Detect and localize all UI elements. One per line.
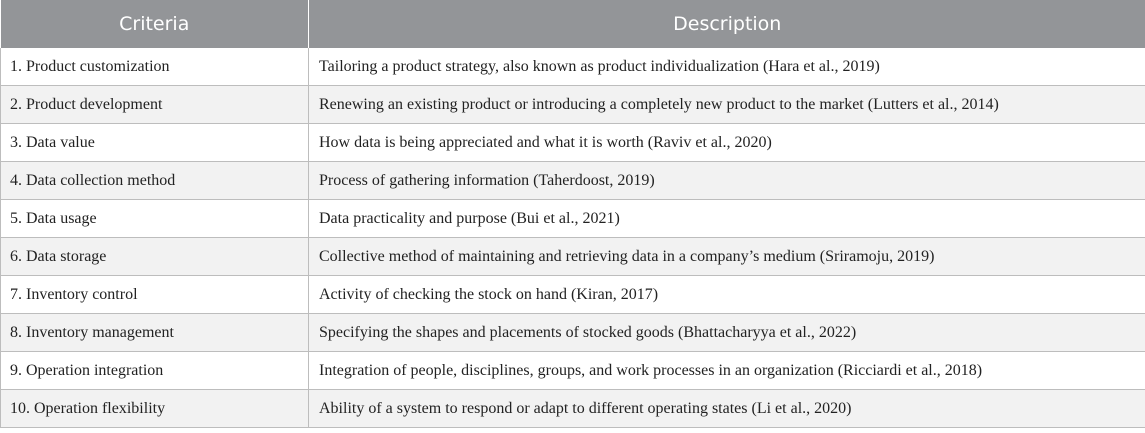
table-row <box>1 200 1145 238</box>
description-cell: Specifying the shapes and placements of stocked goods (Bhattacharyya et al., 2022) <box>309 314 1145 352</box>
description-cell: Integration of people, disciplines, groups, and work processes in an organization (Ricciardi et al., 2018) <box>309 352 1145 390</box>
table-row <box>1 352 1145 390</box>
table-row <box>1 390 1145 428</box>
criteria-cell: 10. Operation flexibility <box>1 390 309 428</box>
table-row <box>1 86 1145 124</box>
description-cell: Tailoring a product strategy, also known as product individualization (Hara et al., 2019) <box>309 48 1145 86</box>
description-cell: Process of gathering information (Taherdoost, 2019) <box>309 162 1145 200</box>
criteria-cell: 6. Data storage <box>1 238 309 276</box>
table-row <box>1 276 1145 314</box>
table-row <box>1 314 1145 352</box>
description-cell: Collective method of maintaining and retrieving data in a company’s medium (Sriramoju, 2019) <box>309 238 1145 276</box>
criteria-cell: 5. Data usage <box>1 200 309 238</box>
table-row <box>1 48 1145 86</box>
table-row <box>1 162 1145 200</box>
criteria-cell: 7. Inventory control <box>1 276 309 314</box>
table-row <box>1 124 1145 162</box>
criteria-cell: 3. Data value <box>1 124 309 162</box>
description-cell: Renewing an existing product or introducing a completely new product to the market (Lutters et al., 2014) <box>309 86 1145 124</box>
criteria-cell: 9. Operation integration <box>1 352 309 390</box>
criteria-cell: 4. Data collection method <box>1 162 309 200</box>
description-cell: Ability of a system to respond or adapt to different operating states (Li et al., 2020) <box>309 390 1145 428</box>
criteria-cell: 8. Inventory management <box>1 314 309 352</box>
table-body <box>1 48 1145 428</box>
description-cell: Data practicality and purpose (Bui et al., 2021) <box>309 200 1145 238</box>
description-cell: How data is being appreciated and what it is worth (Raviv et al., 2020) <box>309 124 1145 162</box>
criteria-cell: 1. Product customization <box>1 48 309 86</box>
criteria-cell: 2. Product development <box>1 86 309 124</box>
header-row <box>1 0 1145 48</box>
table-row <box>1 238 1145 276</box>
header-criteria: Criteria <box>1 0 309 48</box>
header-description: Description <box>309 0 1145 48</box>
table-header <box>1 0 1145 48</box>
description-cell: Activity of checking the stock on hand (Kiran, 2017) <box>309 276 1145 314</box>
